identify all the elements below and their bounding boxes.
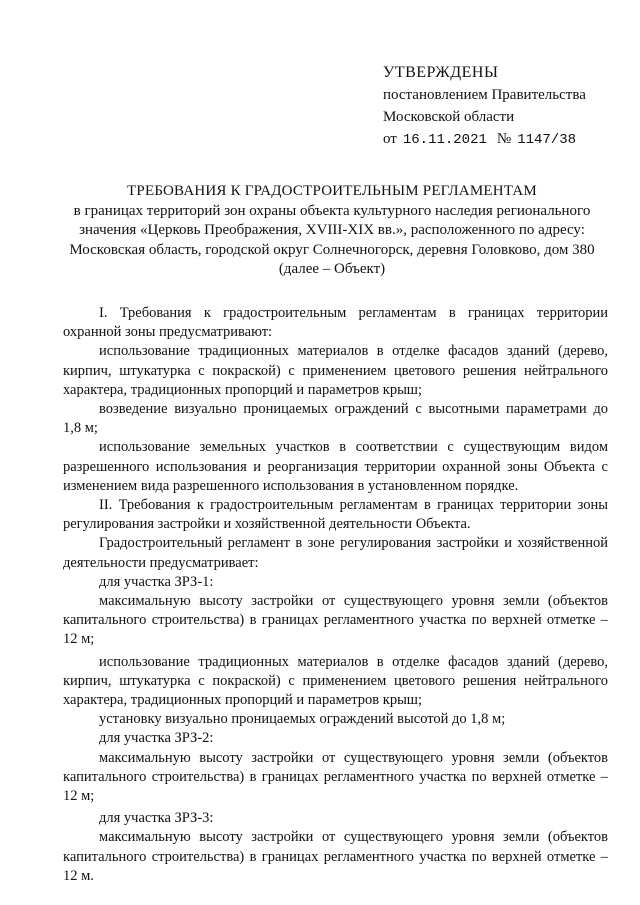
approval-date-line — [383, 128, 586, 151]
title-subline-2: значения «Церковь Преображения, XVIII-XIX вв.», расположенного по адресу: — [79, 222, 585, 238]
approval-line-resolution: постановлением Правительства — [383, 87, 586, 103]
paragraph: возведение визуально проницаемых ограждений с высотными параметрами до 1,8 м; — [63, 401, 608, 437]
document-title: ТРЕБОВАНИЯ К ГРАДОСТРОИТЕЛЬНЫМ РЕГЛАМЕНТАМ — [127, 183, 537, 199]
document-body — [63, 304, 608, 886]
paragraph: установку визуально проницаемых ограждений высотой до 1,8 м; — [99, 711, 506, 728]
approval-block — [383, 62, 586, 151]
section-1-heading: I. Требования к градостроительным регламентам в границах территории охранной зоны предусматривают: — [63, 305, 608, 341]
number-sign: № — [496, 131, 512, 147]
approval-number: 1147/38 — [517, 132, 576, 148]
section-2-heading: II. Требования к градостроительным регламентам в границах территории зоны регулирования застройки и хозяйственной деятельности Объекта. — [63, 497, 608, 533]
paragraph: максимальную высоту застройки от существующего уровня земли (объектов капитального строительства) в границах регламентного участка по верхней отметке – 12 м. — [63, 829, 608, 884]
subsection-heading: для участка ЗРЗ-1: — [99, 573, 214, 590]
paragraph: использование традиционных материалов в отделке фасадов зданий (дерево, кирпич, штукатурка с покраской) с применением цветового решения нейтрального характера, традиционных пропорций и параметров крыш; — [63, 343, 608, 398]
approval-line-region: Московской области — [383, 109, 515, 125]
date-prefix: от — [383, 131, 397, 147]
title-subline-3: Московская область, городской округ Солнечногорск, деревня Головково, дом 380 — [69, 241, 595, 258]
title-subline-4: (далее – Объект) — [278, 261, 386, 277]
paragraph: Градостроительный регламент в зоне регулирования застройки и хозяйственной деятельности предусматривает: — [63, 535, 608, 571]
paragraph: использование земельных участков в соответствии с существующим видом разрешенного использования и реорганизация территории охранной зоны Объекта с изменением вида разрешенного использования в установленном порядке. — [63, 439, 608, 494]
approval-heading: УТВЕРЖДЕНЫ — [383, 64, 499, 81]
subsection-heading: для участка ЗРЗ-3: — [99, 810, 214, 827]
subsection-heading: для участка ЗРЗ-2: — [99, 730, 214, 747]
document-title-block — [58, 182, 606, 280]
approval-date: 16.11.2021 — [402, 132, 487, 148]
paragraph: использование традиционных материалов в отделке фасадов зданий (дерево, кирпич, штукатурка с покраской) с применением цветового решения нейтрального характера, традиционных пропорций и параметров крыш; — [63, 653, 608, 709]
paragraph: максимальную высоту застройки от существующего уровня земли (объектов капитального строительства) в границах регламентного участка по верхней отметке – 12 м; — [63, 593, 608, 648]
paragraph: максимальную высоту застройки от существующего уровня земли (объектов капитального строительства) в границах регламентного участка по верхней отметке – 12 м; — [63, 749, 608, 805]
title-subline-1: в границах территорий зон охраны объекта культурного наследия регионального — [73, 202, 591, 219]
